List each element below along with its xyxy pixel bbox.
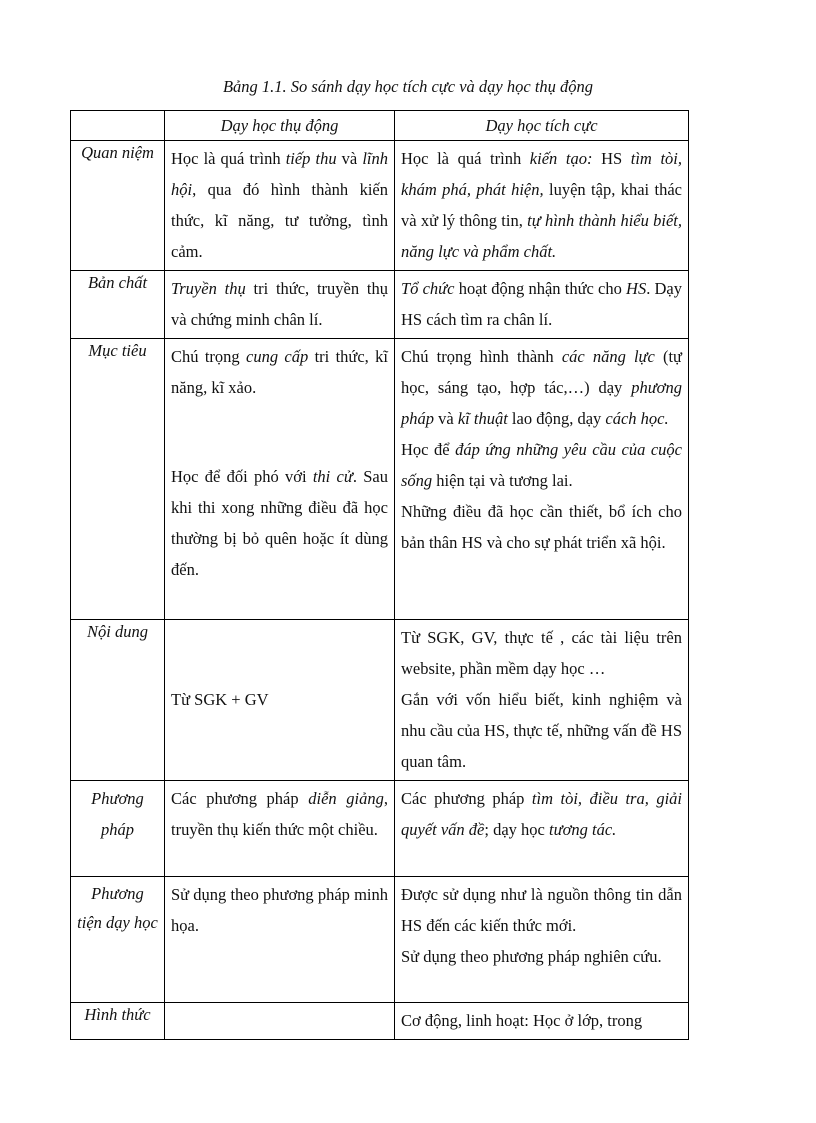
- text: . Sau khi thi xong những điều đã học thường bị bỏ quên hoặc ít dùng đến.: [171, 467, 388, 579]
- row-label: Phương tiện dạy học: [71, 877, 165, 1003]
- text: Các phương pháp: [401, 789, 532, 808]
- cell-paragraph: [401, 434, 682, 496]
- italic-text: phương pháp: [401, 378, 682, 428]
- italic-text: Truyền thụ: [171, 279, 246, 298]
- active-cell: [395, 877, 689, 1003]
- text: lao động, dạy: [507, 409, 606, 428]
- italic-text: tiếp thu: [285, 149, 337, 168]
- active-cell: [395, 781, 689, 877]
- italic-text: kiến tạo:: [529, 149, 593, 168]
- italic-text: lĩnh hội: [171, 149, 388, 199]
- text: , qua đó hình thành kiến thức, kĩ năng, tư tưởng, tình cảm.: [171, 180, 388, 261]
- cell-paragraph: [171, 461, 388, 585]
- text: Chú trọng: [171, 347, 247, 366]
- text: luyện tập, khai thác và xử lý thông tin,: [401, 180, 682, 230]
- italic-text: đáp ứng những yêu cầu của cuộc sống: [401, 440, 682, 490]
- text: Chú trọng hình thành: [401, 347, 562, 366]
- cell-paragraph: [401, 143, 682, 267]
- cell-paragraph: [401, 684, 682, 777]
- passive-cell: [165, 781, 395, 877]
- table-row: [71, 620, 689, 781]
- italic-text: cách học.: [605, 409, 669, 428]
- italic-text: tương tác.: [549, 820, 617, 839]
- italic-text: tìm tòi, khám phá, phát hiện,: [401, 149, 682, 199]
- cell-paragraph: [171, 879, 388, 941]
- cell-paragraph: [401, 273, 682, 335]
- cell-paragraph: [171, 684, 388, 715]
- text: Những điều đã học cần thiết, bổ ích cho bản thân HS và cho sự phát triển xã hội.: [401, 502, 682, 552]
- italic-text: cung cấp: [246, 347, 309, 366]
- passive-cell: [165, 1003, 395, 1040]
- text: Học để đối phó với: [171, 467, 313, 486]
- table-row: [71, 339, 689, 620]
- row-label: Bản chất: [71, 271, 165, 339]
- header-corner: [71, 111, 165, 141]
- text: Học là quá trình: [401, 149, 530, 168]
- cell-paragraph: [401, 622, 682, 684]
- table-header-row: [71, 111, 689, 141]
- cell-paragraph: [401, 496, 682, 558]
- text: Các phương pháp: [171, 789, 309, 808]
- italic-text: diễn giảng: [308, 789, 384, 808]
- text: tri thức, truyền thụ và chứng minh chân lí.: [171, 279, 388, 329]
- table-caption: Bảng 1.1. So sánh dạy học tích cực và dạy học thụ động: [222, 77, 594, 96]
- cell-paragraph: [171, 783, 388, 845]
- paragraph-gap: [171, 403, 388, 461]
- text: Được sử dụng như là nguồn thông tin dẫn HS đến các kiến thức mới.: [401, 885, 682, 935]
- comparison-table: [70, 110, 689, 1040]
- italic-text: HS: [626, 279, 647, 298]
- italic-text: các năng lực: [561, 347, 655, 366]
- cell-paragraph: [401, 879, 682, 941]
- row-label: Phương pháp: [71, 781, 165, 877]
- text: hoạt động nhận thức cho: [454, 279, 627, 298]
- cell-paragraph: [171, 273, 388, 335]
- row-label: Mục tiêu: [71, 339, 165, 620]
- row-label: Nội dung: [71, 620, 165, 781]
- active-cell: [395, 339, 689, 620]
- text: Từ SGK + GV: [171, 690, 269, 709]
- italic-text: tự hình thành hiểu biết, năng lực và phẩm chất.: [401, 211, 682, 261]
- passive-cell: [165, 271, 395, 339]
- text: Từ SGK, GV, thực tế , các tài liệu trên website, phần mềm dạy học …: [401, 628, 682, 678]
- header-passive: Dạy học thụ động: [165, 111, 395, 141]
- italic-text: Tổ chức: [401, 279, 455, 298]
- italic-text: tìm tòi, điều tra, giải quyết vấn đề: [401, 789, 682, 839]
- text: và: [336, 149, 363, 168]
- text: Cơ động, linh hoạt: Học ở lớp, trong: [401, 1011, 643, 1030]
- active-cell: [395, 271, 689, 339]
- cell-paragraph: [171, 143, 388, 267]
- text: Sử dụng theo phương pháp minh họa.: [171, 885, 388, 935]
- italic-text: kĩ thuật: [457, 409, 508, 428]
- cell-paragraph: [171, 341, 388, 403]
- active-cell: [395, 1003, 689, 1040]
- passive-cell: [165, 620, 395, 781]
- header-active: Dạy học tích cực: [395, 111, 689, 141]
- text: , truyền thụ kiến thức một chiều.: [171, 789, 388, 839]
- active-cell: [395, 620, 689, 781]
- table-row: [71, 1003, 689, 1040]
- cell-paragraph: [401, 941, 682, 972]
- text: ; dạy học: [484, 820, 549, 839]
- text: Sử dụng theo phương pháp nghiên cứu.: [401, 947, 662, 966]
- passive-cell: [165, 339, 395, 620]
- text: (tự học, sáng tạo, hợp tác,…) dạy: [401, 347, 682, 397]
- table-row: [71, 781, 689, 877]
- text: Học là quá trình: [171, 149, 286, 168]
- cell-paragraph: [401, 1005, 682, 1036]
- passive-cell: [165, 877, 395, 1003]
- text: Học để: [401, 440, 456, 459]
- table-row: [71, 271, 689, 339]
- text: . Dạy HS cách tìm ra chân lí.: [401, 279, 683, 329]
- text: hiện tại và tương lai.: [432, 471, 573, 490]
- cell-paragraph: [401, 783, 682, 845]
- table-row: [71, 877, 689, 1003]
- row-label: Hình thức: [71, 1003, 165, 1040]
- cell-paragraph: [401, 341, 682, 434]
- text: Gắn với vốn hiểu biết, kinh nghiệm và nhu cầu của HS, thực tế, những vấn đề HS quan tâm.: [401, 690, 682, 771]
- text: HS: [592, 149, 631, 168]
- table-row: [71, 141, 689, 271]
- row-label: Quan niệm: [71, 141, 165, 271]
- italic-text: thi cử: [312, 467, 353, 486]
- text: và: [434, 409, 458, 428]
- passive-cell: [165, 141, 395, 271]
- active-cell: [395, 141, 689, 271]
- text: tri thức, kĩ năng, kĩ xảo.: [171, 347, 388, 397]
